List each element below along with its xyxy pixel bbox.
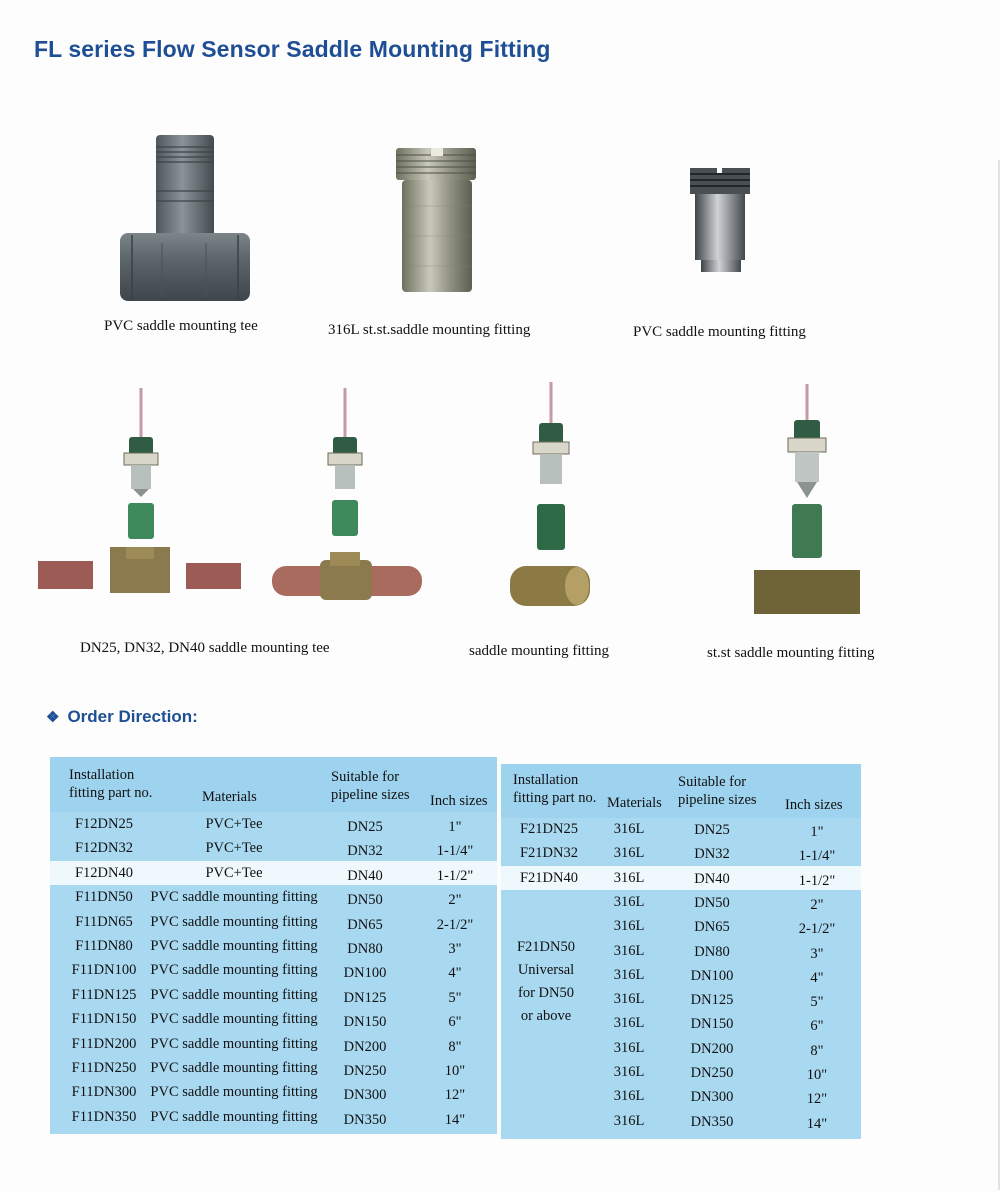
merged-part-line1: F21DN50 [516, 939, 575, 955]
right-table-cell-inch: 5" [810, 994, 824, 1011]
right-header-part-line2: fitting part no. [513, 790, 597, 806]
left-table-cell-inch: 12" [444, 1087, 466, 1104]
right-table-cell-material: 316L [613, 1112, 645, 1129]
right-header-materials: Materials [607, 795, 662, 811]
merged-part-line3: for DN50 [518, 985, 574, 1001]
right-table-cell-material: 316L [613, 845, 645, 862]
316l-stainless-saddle-mounting-fitting-image [394, 146, 478, 296]
caption-saddle-mounting-fitting: saddle mounting fitting [469, 643, 609, 659]
left-table-cell-pipe: DN50 [347, 892, 383, 909]
right-header-inch: Inch sizes [785, 797, 843, 813]
left-table-cell-part: F11DN100 [71, 962, 137, 979]
left-table-cell-part: F12DN32 [74, 840, 133, 857]
right-table-cell-pipe: DN50 [694, 894, 730, 911]
right-merged-part-cell [509, 936, 583, 1028]
right-table-cell-material: 316L [613, 918, 645, 935]
order-direction-heading [46, 707, 198, 727]
left-header-part [69, 766, 152, 802]
left-table-cell-pipe: DN32 [347, 843, 383, 860]
left-table-cell-material: PVC saddle mounting fitting [150, 889, 318, 906]
right-table-cell-material: 316L [613, 1088, 645, 1105]
right-table-cell-inch: 8" [810, 1042, 824, 1059]
left-table-cell-part: F11DN125 [71, 986, 137, 1003]
saddle-mounting-fitting-exploded-image [505, 378, 595, 608]
right-table-cell-inch: 2" [810, 896, 824, 913]
left-table-cell-part: F11DN350 [71, 1108, 137, 1125]
left-table-cell-inch: 4" [448, 965, 462, 982]
right-table-cell-inch: 1-1/4" [798, 848, 836, 865]
caption-pvc-saddle-mounting-fitting: PVC saddle mounting fitting [633, 324, 806, 340]
merged-part-line4: or above [520, 1008, 572, 1024]
left-header-materials: Materials [202, 789, 257, 805]
right-table-cell-material: 316L [613, 821, 645, 837]
left-table-cell-part: F12DN25 [74, 816, 133, 832]
pvc-saddle-mounting-fitting-image [689, 166, 751, 274]
right-header-pipe-line2: pipeline sizes [678, 792, 757, 808]
right-table-cell-pipe: DN300 [690, 1089, 734, 1106]
diamond-bullet-icon: ❖ [46, 709, 60, 726]
right-table-cell-pipe: DN32 [694, 846, 730, 863]
left-table-cell-pipe: DN100 [343, 965, 387, 982]
right-table-cell-material: 316L [613, 893, 645, 910]
left-header-part-line2: fitting part no. [69, 785, 153, 801]
right-table-cell-material: 316L [613, 991, 645, 1008]
stst-saddle-mounting-fitting-image [752, 380, 862, 618]
right-table-cell-inch: 1-1/2" [798, 872, 836, 889]
right-table-cell-pipe: DN65 [694, 919, 730, 936]
right-table-cell-pipe: DN125 [690, 992, 734, 1009]
left-table-cell-material: PVC saddle mounting fitting [150, 986, 318, 1003]
left-table-cell-pipe: DN125 [343, 989, 387, 1006]
left-table-cell-pipe: DN40 [347, 867, 383, 884]
left-table-cell-pipe: DN250 [343, 1063, 387, 1079]
left-table-cell-pipe: DN150 [343, 1014, 387, 1031]
right-table-cell-pipe: DN80 [694, 943, 730, 960]
right-table-cell-pipe: DN100 [690, 967, 734, 984]
left-table-cell-material: PVC saddle mounting fitting [150, 1108, 318, 1125]
right-table-cell-inch: 1" [810, 824, 824, 840]
left-header-part-line1: Installation [69, 767, 135, 783]
right-table-cell-pipe: DN40 [694, 870, 730, 887]
left-table-cell-part: F11DN200 [71, 1035, 137, 1052]
left-table-cell-inch: 6" [448, 1014, 462, 1031]
right-table-cell-pipe: DN350 [690, 1113, 734, 1130]
left-table-cell-part: F11DN300 [71, 1084, 137, 1101]
left-table-cell-pipe: DN80 [347, 941, 383, 957]
right-table-cell-pipe: DN250 [690, 1065, 734, 1081]
right-table-cell-material: 316L [613, 1039, 645, 1056]
left-table-cell-material: PVC+Tee [205, 840, 263, 857]
left-table-cell-material: PVC saddle mounting fitting [150, 913, 318, 930]
caption-316l-saddle-mounting-fitting: 316L st.st.saddle mounting fitting [328, 322, 531, 338]
left-table-cell-inch: 2" [448, 892, 462, 909]
left-table-cell-material: PVC saddle mounting fitting [150, 1060, 318, 1076]
left-table-cell-part: F11DN150 [71, 1011, 137, 1028]
right-table-cell-inch: 6" [810, 1018, 824, 1035]
left-table-cell-part: F11DN80 [75, 938, 133, 954]
right-table-cell-material: 316L [613, 1064, 645, 1080]
right-table-cell-material: 316L [613, 942, 645, 959]
right-table-cell-pipe: DN150 [690, 1016, 734, 1033]
dn25-dn40-tee-exploded-image [38, 385, 243, 595]
left-table-cell-material: PVC saddle mounting fitting [150, 938, 318, 954]
right-header-pipe [678, 773, 757, 809]
left-table-cell-part: F11DN50 [75, 889, 133, 906]
dn25-dn40-tee-assembled-image [268, 380, 426, 602]
right-header-pipe-line1: Suitable for [678, 774, 747, 790]
right-header-part [513, 771, 596, 807]
left-table-cell-inch: 1-1/2" [436, 867, 474, 884]
left-table-cell-material: PVC+Tee [205, 864, 263, 881]
right-table-cell-material: 316L [613, 869, 645, 886]
left-table-cell-inch: 14" [444, 1111, 466, 1128]
left-order-table [50, 757, 497, 1134]
right-table-cell-part: F21DN25 [519, 821, 578, 837]
left-table-cell-pipe: DN65 [347, 916, 383, 933]
left-table-cell-part: F12DN40 [74, 864, 133, 881]
left-header-pipe-line2: pipeline sizes [331, 787, 410, 803]
caption-stst-saddle-mounting-fitting: st.st saddle mounting fitting [707, 645, 875, 661]
right-table-cell-material: 316L [613, 966, 645, 983]
left-table-cell-material: PVC+Tee [205, 816, 263, 832]
right-order-table [501, 764, 861, 1139]
right-table-cell-inch: 4" [810, 969, 824, 986]
left-table-cell-inch: 1-1/4" [436, 843, 474, 860]
left-table-cell-inch: 10" [444, 1063, 466, 1079]
left-table-cell-material: PVC saddle mounting fitting [150, 1035, 318, 1052]
left-table-cell-pipe: DN300 [343, 1087, 387, 1104]
right-table-cell-material: 316L [613, 1015, 645, 1032]
right-table-cell-inch: 3" [810, 945, 824, 962]
left-table-cell-material: PVC saddle mounting fitting [150, 1084, 318, 1101]
left-header-inch: Inch sizes [430, 793, 488, 809]
left-table-cell-inch: 1" [448, 819, 462, 835]
left-header-pipe [331, 768, 410, 804]
left-table-cell-inch: 2-1/2" [436, 916, 474, 933]
page-title: FL series Flow Sensor Saddle Mounting Fitting [34, 36, 551, 62]
right-table-cell-part: F21DN40 [519, 869, 578, 886]
left-table-cell-pipe: DN200 [343, 1038, 387, 1055]
left-table-cell-inch: 3" [448, 941, 462, 957]
right-table-cell-part: F21DN32 [519, 845, 578, 862]
left-table-cell-inch: 8" [448, 1038, 462, 1055]
left-table-cell-pipe: DN25 [347, 819, 383, 835]
left-table-cell-part: F11DN250 [71, 1060, 137, 1076]
left-table-cell-material: PVC saddle mounting fitting [150, 962, 318, 979]
right-table-cell-inch: 12" [806, 1091, 828, 1108]
right-header-part-line1: Installation [513, 772, 579, 788]
left-table-cell-material: PVC saddle mounting fitting [150, 1011, 318, 1028]
left-table-cell-part: F11DN65 [75, 913, 133, 930]
right-table-cell-pipe: DN200 [690, 1040, 734, 1057]
caption-dn25-dn32-dn40-tee: DN25, DN32, DN40 saddle mounting tee [80, 640, 330, 656]
merged-part-line2: Universal [517, 962, 575, 978]
left-table-cell-pipe: DN350 [343, 1111, 387, 1128]
left-header-pipe-line1: Suitable for [331, 769, 400, 785]
right-table-cell-inch: 2-1/2" [798, 921, 836, 938]
right-table-cell-pipe: DN25 [694, 822, 730, 838]
order-direction-label: Order Direction: [67, 707, 198, 726]
pvc-saddle-mounting-tee-image [118, 133, 253, 308]
caption-pvc-saddle-mounting-tee: PVC saddle mounting tee [104, 318, 258, 334]
right-table-cell-inch: 14" [806, 1115, 828, 1132]
right-table-cell-inch: 10" [806, 1067, 828, 1083]
left-table-cell-inch: 5" [448, 989, 462, 1006]
